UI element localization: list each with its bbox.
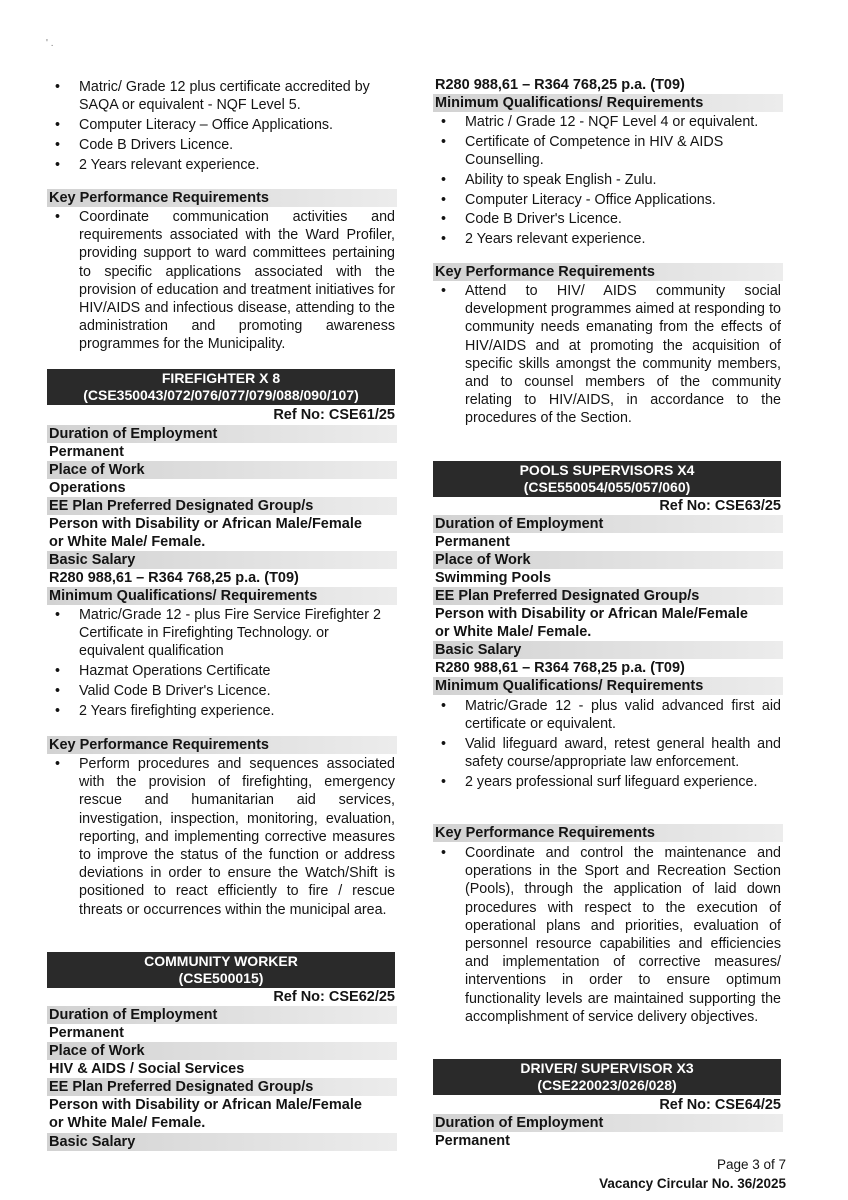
salary-label: Basic Salary [433, 641, 783, 659]
ee-plan-line1: Person with Disability or African Male/Female [435, 606, 748, 622]
salary-label: Basic Salary [47, 1133, 397, 1151]
scan-mark: ' . [46, 38, 54, 49]
list-item: • Perform procedures and sequences associated with the provision of firefighting, emergency rescue and humanitarian aid services, investigation, inspection, monitoring, evaluation, reporting, and implementing corrective measures to improve the status of the function or address deviations in order to ensure the Watch/Shift is positioned to react efficiently to fire / rescue threats or occurrences within the municipal area. [47, 755, 395, 919]
list-item: • Ability to speak English - Zulu. [433, 171, 781, 189]
list-item: • 2 Years relevant experience. [433, 230, 781, 248]
job-title: DRIVER/ SUPERVISOR X3 [520, 1060, 694, 1076]
key-performance-list [433, 844, 781, 1028]
key-performance-heading: Key Performance Requirements [433, 263, 783, 281]
list-item: • Coordinate communication activities and requirements associated with the Ward Profiler, providing support to ward committees pertaining to specific applications associated with the provision of education and treatment initiatives for HIV/AIDS and infectious disease, attending to the administration and promoting awareness programmes for the Municipality. [47, 208, 395, 354]
place-value: Swimming Pools [435, 570, 552, 586]
list-item: • Matric / Grade 12 - NQF Level 4 or equivalent. [433, 113, 781, 131]
key-performance-heading: Key Performance Requirements [47, 736, 397, 754]
driver-supervisor-section [433, 1059, 781, 1095]
ee-plan-label: EE Plan Preferred Designated Group/s [47, 497, 397, 515]
salary-value: R280 988,61 – R364 768,25 p.a. (T09) [435, 77, 685, 93]
place-value: Operations [49, 480, 126, 496]
key-performance-heading: Key Performance Requirements [433, 824, 783, 842]
list-item: • 2 Years relevant experience. [47, 156, 395, 174]
duration-value: Permanent [49, 444, 124, 460]
ee-plan-line2: or White Male/ Female. [435, 624, 592, 640]
reference-number: Ref No: CSE64/25 [659, 1097, 781, 1113]
list-item: • Matric/Grade 12 - plus valid advanced first aid certificate or equivalent. [433, 697, 781, 733]
duration-value: Permanent [49, 1025, 124, 1041]
job-title: COMMUNITY WORKER [144, 953, 298, 969]
community-liaison-qualifications-list [47, 78, 395, 175]
duration-label: Duration of Employment [433, 1114, 783, 1132]
ee-plan-label: EE Plan Preferred Designated Group/s [47, 1078, 397, 1096]
job-title: POOLS SUPERVISORS X4 [519, 462, 695, 478]
duration-value: Permanent [435, 1133, 510, 1149]
salary-value: R280 988,61 – R364 768,25 p.a. (T09) [435, 660, 685, 676]
circular-number: Vacancy Circular No. 36/2025 [599, 1176, 786, 1191]
qualifications-label: Minimum Qualifications/ Requirements [47, 587, 397, 605]
job-title: FIREFIGHTER X 8 [161, 370, 281, 386]
page-footer [599, 1155, 786, 1193]
key-performance-list [47, 755, 395, 920]
list-item: • Valid lifeguard award, retest general health and safety course/appropriate law enforcement. [433, 735, 781, 771]
driver-supervisor-banner [433, 1059, 781, 1095]
pools-supervisors-section [433, 461, 781, 497]
place-value: HIV & AIDS / Social Services [49, 1061, 245, 1077]
salary-value: R280 988,61 – R364 768,25 p.a. (T09) [49, 570, 299, 586]
list-item: • Matric/ Grade 12 plus certificate accredited by SAQA or equivalent - NQF Level 5. [47, 78, 395, 114]
list-item: • 2 Years firefighting experience. [47, 702, 395, 720]
list-item: • Code B Driver's Licence. [433, 210, 781, 228]
key-performance-heading: Key Performance Requirements [47, 189, 397, 207]
community-worker-section [47, 952, 395, 988]
qualifications-list [433, 697, 781, 793]
qualifications-label: Minimum Qualifications/ Requirements [433, 677, 783, 695]
reference-number: Ref No: CSE62/25 [273, 989, 395, 1005]
ee-plan-line1: Person with Disability or African Male/Female [49, 516, 362, 532]
ee-plan-line2: or White Male/ Female. [49, 534, 206, 550]
list-item: • Certificate of Competence in HIV & AIDS Counselling. [433, 133, 781, 169]
duration-value: Permanent [435, 534, 510, 550]
duration-label: Duration of Employment [47, 1006, 397, 1024]
list-item: • Computer Literacy – Office Applications. [47, 116, 395, 134]
qualifications-list [47, 606, 395, 722]
list-item: • 2 years professional surf lifeguard experience. [433, 773, 781, 791]
list-item: • Hazmat Operations Certificate [47, 662, 395, 680]
list-item: • Coordinate and control the maintenance and operations in the Sport and Recreation Section (Pools), through the application of laid down procedures with respect to the execution of operational plans and priorities, evaluation of personnel resource capabilities and efficiencies and implementation of corrective measures/ interventions in order to ensure optimum functionality levels are maintained supporting the accomplishment of service delivery objectives. [433, 844, 781, 1026]
list-item: • Matric/Grade 12 - plus Fire Service Firefighter 2 Certificate in Firefighting Technology. or equivalent qualification [47, 606, 395, 661]
community-worker-banner [47, 952, 395, 988]
duration-label: Duration of Employment [433, 515, 783, 533]
key-performance-list [47, 208, 395, 355]
salary-label: Basic Salary [47, 551, 397, 569]
job-codes: (CSE220023/026/028) [537, 1077, 677, 1093]
job-codes: (CSE350043/072/076/077/079/088/090/107) [83, 387, 359, 403]
reference-number: Ref No: CSE61/25 [273, 407, 395, 423]
place-label: Place of Work [47, 461, 397, 479]
qualifications-label: Minimum Qualifications/ Requirements [433, 94, 783, 112]
duration-label: Duration of Employment [47, 425, 397, 443]
firefighter-banner [47, 369, 395, 405]
key-performance-list [433, 282, 781, 429]
list-item: • Valid Code B Driver's Licence. [47, 682, 395, 700]
qualifications-list [433, 113, 781, 250]
ee-plan-line2: or White Male/ Female. [49, 1115, 206, 1131]
page-number: Page 3 of 7 [716, 1157, 786, 1172]
place-label: Place of Work [47, 1042, 397, 1060]
list-item: • Attend to HIV/ AIDS community social development programmes aimed at responding to community needs emanating from the effects of HIV/AIDS and at promoting the acquisition of specific skills amongst the community members, and to counsel members of the community relating to HIV/AIDS, in accordance to the procedures of the Section. [433, 282, 781, 428]
reference-number: Ref No: CSE63/25 [659, 498, 781, 514]
job-codes: (CSE500015) [178, 970, 264, 986]
job-codes: (CSE550054/055/057/060) [523, 479, 691, 495]
list-item: • Computer Literacy - Office Applications. [433, 191, 781, 209]
firefighter-section [47, 369, 395, 405]
place-label: Place of Work [433, 551, 783, 569]
list-item: • Code B Drivers Licence. [47, 136, 395, 154]
pools-supervisors-banner [433, 461, 781, 497]
ee-plan-line1: Person with Disability or African Male/Female [49, 1097, 362, 1113]
ee-plan-label: EE Plan Preferred Designated Group/s [433, 587, 783, 605]
